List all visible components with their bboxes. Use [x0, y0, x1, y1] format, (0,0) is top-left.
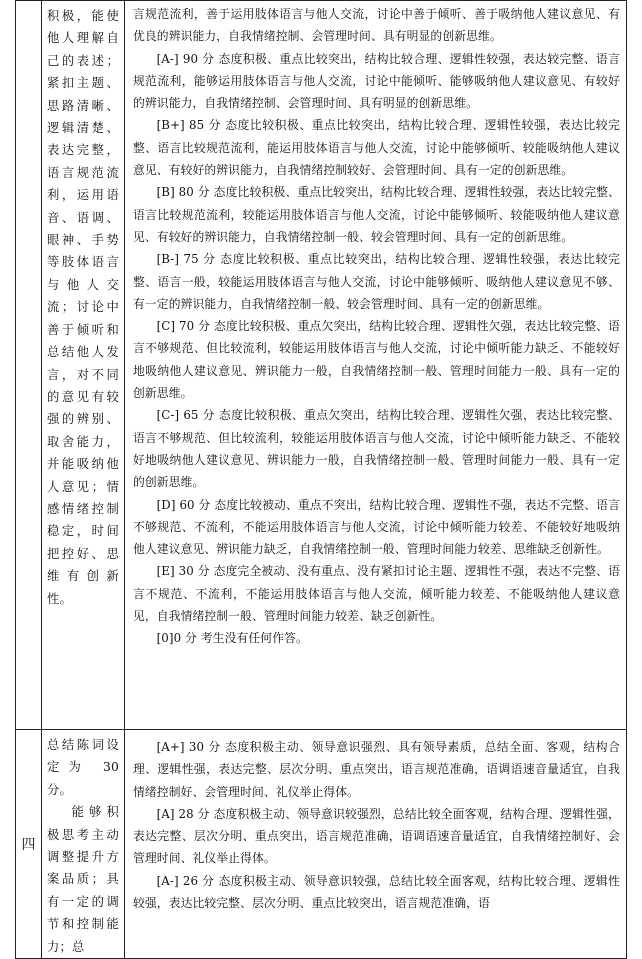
table-row: [16, 730, 627, 959]
level-description: [B-] 75 分 态度比较积极、重点比较突出，结构比较合理、逻辑性较强，表达比较完整、语言一般，较能运用肢体语言与他人交流，讨论中能够倾听、吸纳他人建议意见不够、有一定的辨识能力，自我情绪控制一般、较会管理时间、具有一定的创新思维。: [133, 252, 620, 311]
scoring-rubric-table: [15, 0, 627, 959]
level-description: [A] 28 分 态度积极主动、领导意识较强烈，总结比较全面客观，结构合理、逻辑性强，表达完整、层次分明、重点突出，语言规范准确，语调语速音量适宜，自我情绪控制好、会管理时间、礼仪举止得体。: [133, 806, 620, 866]
level-description: [B+] 85 分 态度比较积极、重点比较突出，结构比较合理、逻辑性较强，表达比较完整、语言比较规范流利，能运用肢体语言与他人交流，讨论中能够倾听、较能吸纳他人建议意见、有较好的辨识能力，自我情绪控制较好、会管理时间、具有一定的创新思维。: [133, 118, 620, 178]
criterion-text: [47, 734, 119, 958]
level-description: [C-] 65 分 态度比较积极、重点欠突出，结构比较合理、逻辑性欠强，表达比较完整、语言不够规范、但比较流利，较能运用肢体语言与他人交流，讨论中倾听能力缺乏、不能较好地吸纳他人建议意见、辨识能力一般，自我情绪控制一般、管理时间能力一般、具有一定的创新思维。: [133, 408, 620, 490]
level-description: [A-] 90 分 态度积极、重点比较突出，结构比较合理、逻辑性较强，表达较完整、语言规范流利，能够运用肢体语言与他人交流，讨论中能倾听、能够吸纳他人建议意见、有较好的辨识能力，自我情绪控制、会管理时间、具有明显的创新思维。: [133, 51, 620, 111]
level-description: [C] 70 分 态度比较积极、重点欠突出，结构比较合理、逻辑性欠强，表达比较完整、语言不够规范、但比较流利，较能运用肢体语言与他人交流，讨论中倾听能力缺乏、不能较好地吸纳他人建议意见、辨识能力一般，自我情绪控制一般、管理时间能力一般、具有一定的创新思维。: [133, 319, 620, 401]
levels-cell: [125, 1, 627, 730]
levels-list: [133, 3, 620, 650]
criterion-text: 积极，能使他人理解自己的表述；紧扣主题、思路清晰、逻辑清楚、表达完整，语言规范流利，运用语音、语调、眼神、手势等肢体语言与他人交流；讨论中善于倾听和总结他人发言，对不同的意见有较强的辨别、取舍能力，并能吸纳他人意见；情感情绪控制稳定，时间把控好、思维有创新性。: [47, 9, 119, 606]
row-number: 四: [21, 837, 36, 854]
level-description: 言规范流利，善于运用肢体语言与他人交流，讨论中善于倾听、善于吸纳他人建议意见、有优良的辨识能力，自我情绪控制、会管理时间、具有明显的创新思维。: [133, 7, 620, 44]
level-description: [B] 80 分 态度比较积极、重点比较突出，结构比较合理、逻辑性较强，表达比较完整、语言比较规范流利，较能运用肢体语言与他人交流，讨论中能够倾听、较能吸纳他人建议意见、有较好的辨识能力，自我情绪控制一般、较会管理时间、具有一定的创新思维。: [133, 185, 620, 244]
level-description: [D] 60 分 态度比较被动、重点不突出，结构比较合理、逻辑性不强，表达不完整、语言不够规范、不流利，不能运用肢体语言与他人交流，讨论中倾听能力较差、不能较好地吸纳他人建议意见、辨识能力缺乏，自我情绪控制一般、管理时间能力较差、思维缺乏创新性。: [133, 497, 620, 557]
criterion-cell: [42, 730, 125, 959]
level-description: [E] 30 分 态度完全被动、没有重点、没有紧扣讨论主题、逻辑性不强，表达不完整、语言不规范、不流利，不能运用肢体语言与他人交流，倾听能力较差、不能吸纳他人建议意见，自我情绪控制一般、管理时间能力较差、缺乏创新性。: [133, 564, 620, 624]
levels-list: [133, 736, 620, 914]
levels-cell: [125, 730, 627, 959]
table-row: [16, 1, 627, 730]
criterion-cell: [42, 1, 125, 730]
level-description: [0]0 分 考生没有任何作答。: [156, 631, 308, 646]
level-description: [A-] 26 分 态度积极主动、领导意识较强，总结比较全面客观，结构比较合理、逻辑性较强，表达比较完整、层次分明、重点比较突出，语言规范准确，语: [133, 873, 620, 911]
criterion-line: 能够积极思考主动调整提升方案品质；具有一定的调节和控制能力；总: [47, 805, 119, 954]
row-number-cell: [16, 730, 42, 959]
criterion-line: 总结陈词设定为 30 分。: [47, 738, 119, 797]
row-number-cell: [16, 1, 42, 730]
level-description: [A+] 30 分 态度积极主动、领导意识强烈、具有领导素质，总结全面、客观，结构合理、逻辑性强，表达完整、层次分明、重点突出，语言规范准确，语调语速音量适宜，自我情绪控制好、会管理时间、礼仪举止得体。: [133, 740, 620, 799]
